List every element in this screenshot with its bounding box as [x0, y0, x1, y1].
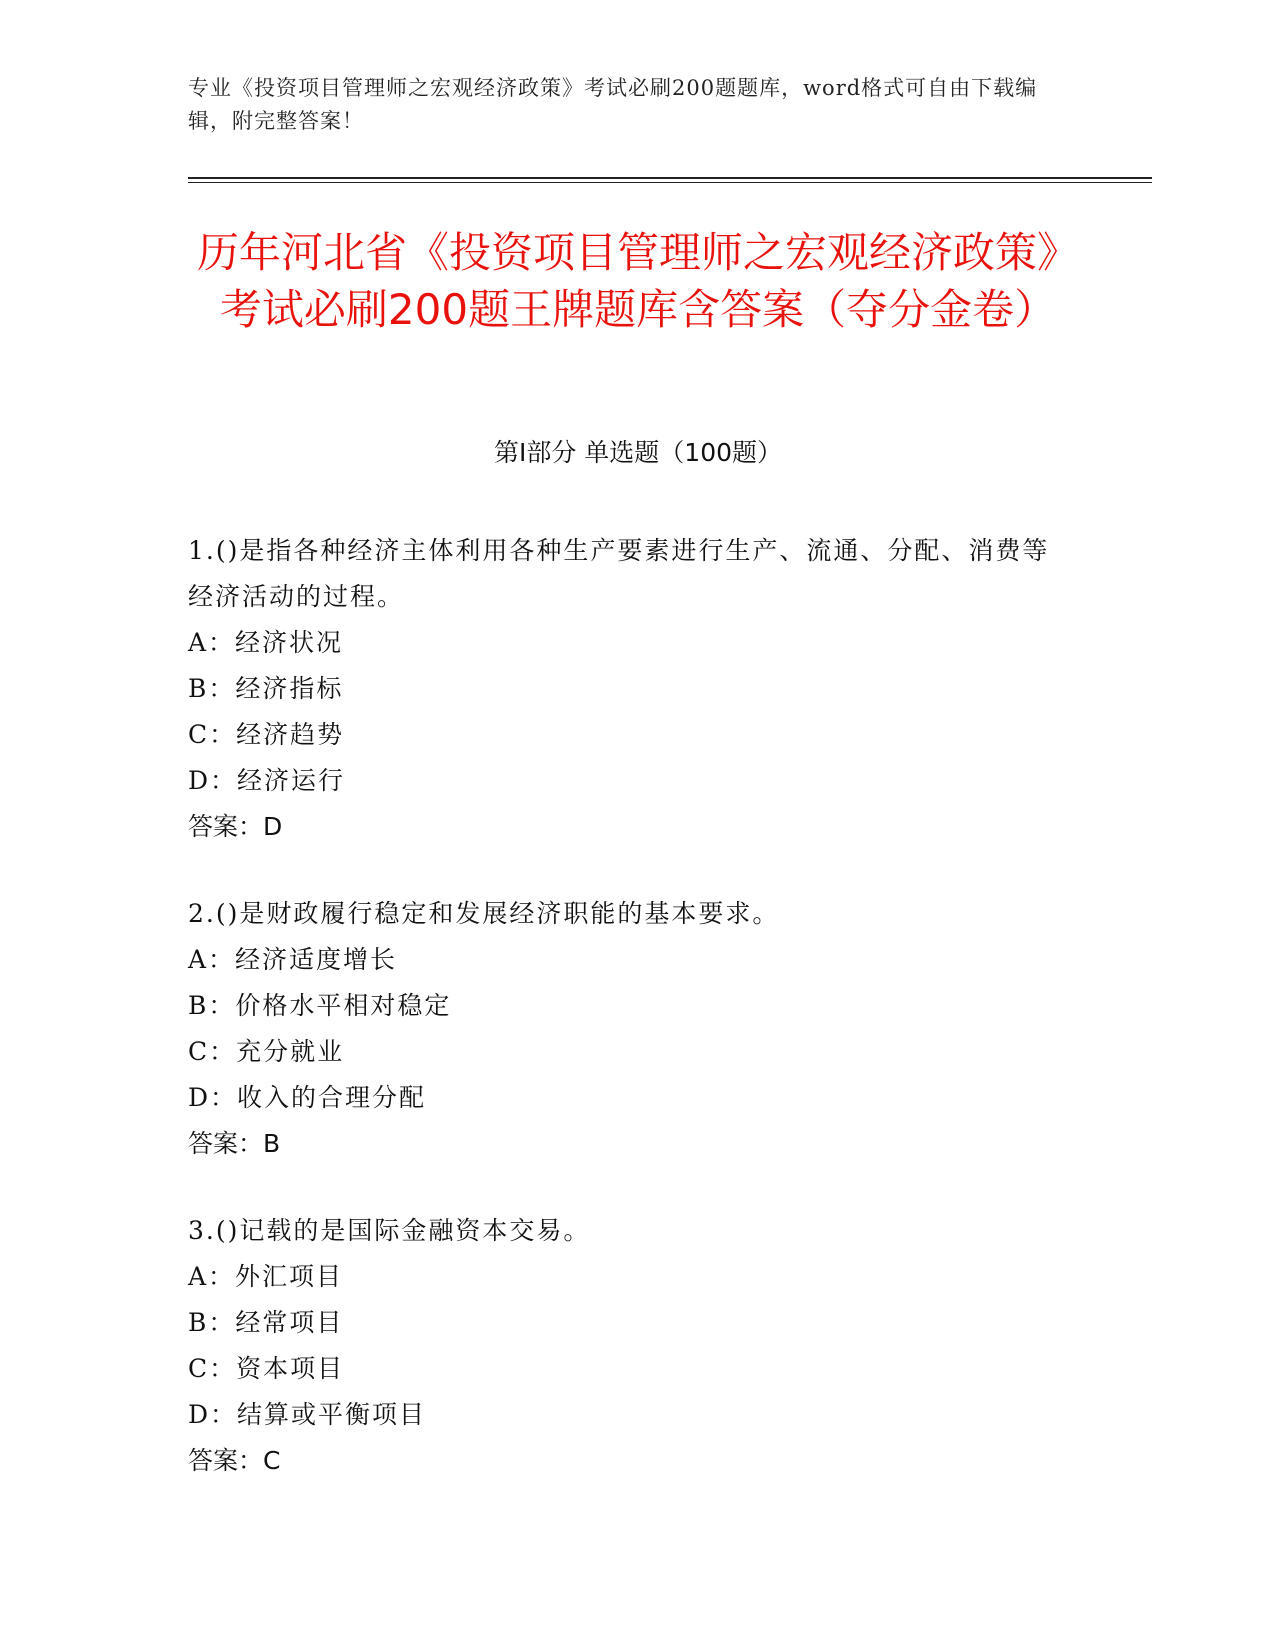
question-stem: 1.()是指各种经济主体利用各种生产要素进行生产、流通、分配、消费等经济活动的过程。	[188, 536, 1050, 611]
option-a: A：外汇项目	[188, 1262, 344, 1291]
header-divider-bottom	[188, 182, 1152, 183]
option-b: B：经常项目	[188, 1308, 344, 1337]
option-c: C：资本项目	[188, 1354, 345, 1383]
option-b: B：经济指标	[188, 674, 344, 703]
answer-line: 答案：C	[188, 1446, 281, 1475]
document-title: 历年河北省《投资项目管理师之宏观经济政策》考试必刷200题王牌题库含答案（夺分金卷）	[196, 228, 1079, 334]
question-list	[188, 528, 1068, 1525]
option-d: D：结算或平衡项目	[188, 1400, 427, 1429]
option-a: A：经济适度增长	[188, 945, 398, 974]
option-d: D：收入的合理分配	[188, 1083, 427, 1112]
answer-line: 答案：B	[188, 1129, 281, 1158]
question-3	[188, 1208, 1068, 1484]
section-heading: 第Ⅰ部分 单选题（100题）	[493, 438, 783, 467]
question-2	[188, 891, 1068, 1167]
option-c: C：充分就业	[188, 1037, 345, 1066]
header-note: 专业《投资项目管理师之宏观经济政策》考试必刷200题题库，word格式可自由下载编辑，附完整答案！	[188, 76, 1038, 133]
option-c: C：经济趋势	[188, 720, 345, 749]
answer-line: 答案：D	[188, 812, 283, 841]
question-stem: 2.()是财政履行稳定和发展经济职能的基本要求。	[188, 899, 780, 928]
option-d: D：经济运行	[188, 766, 346, 795]
question-1	[188, 528, 1068, 850]
option-b: B：价格水平相对稳定	[188, 991, 452, 1020]
header-divider-top	[188, 177, 1152, 179]
option-a: A：经济状况	[188, 628, 344, 657]
question-stem: 3.()记载的是国际金融资本交易。	[188, 1216, 591, 1245]
